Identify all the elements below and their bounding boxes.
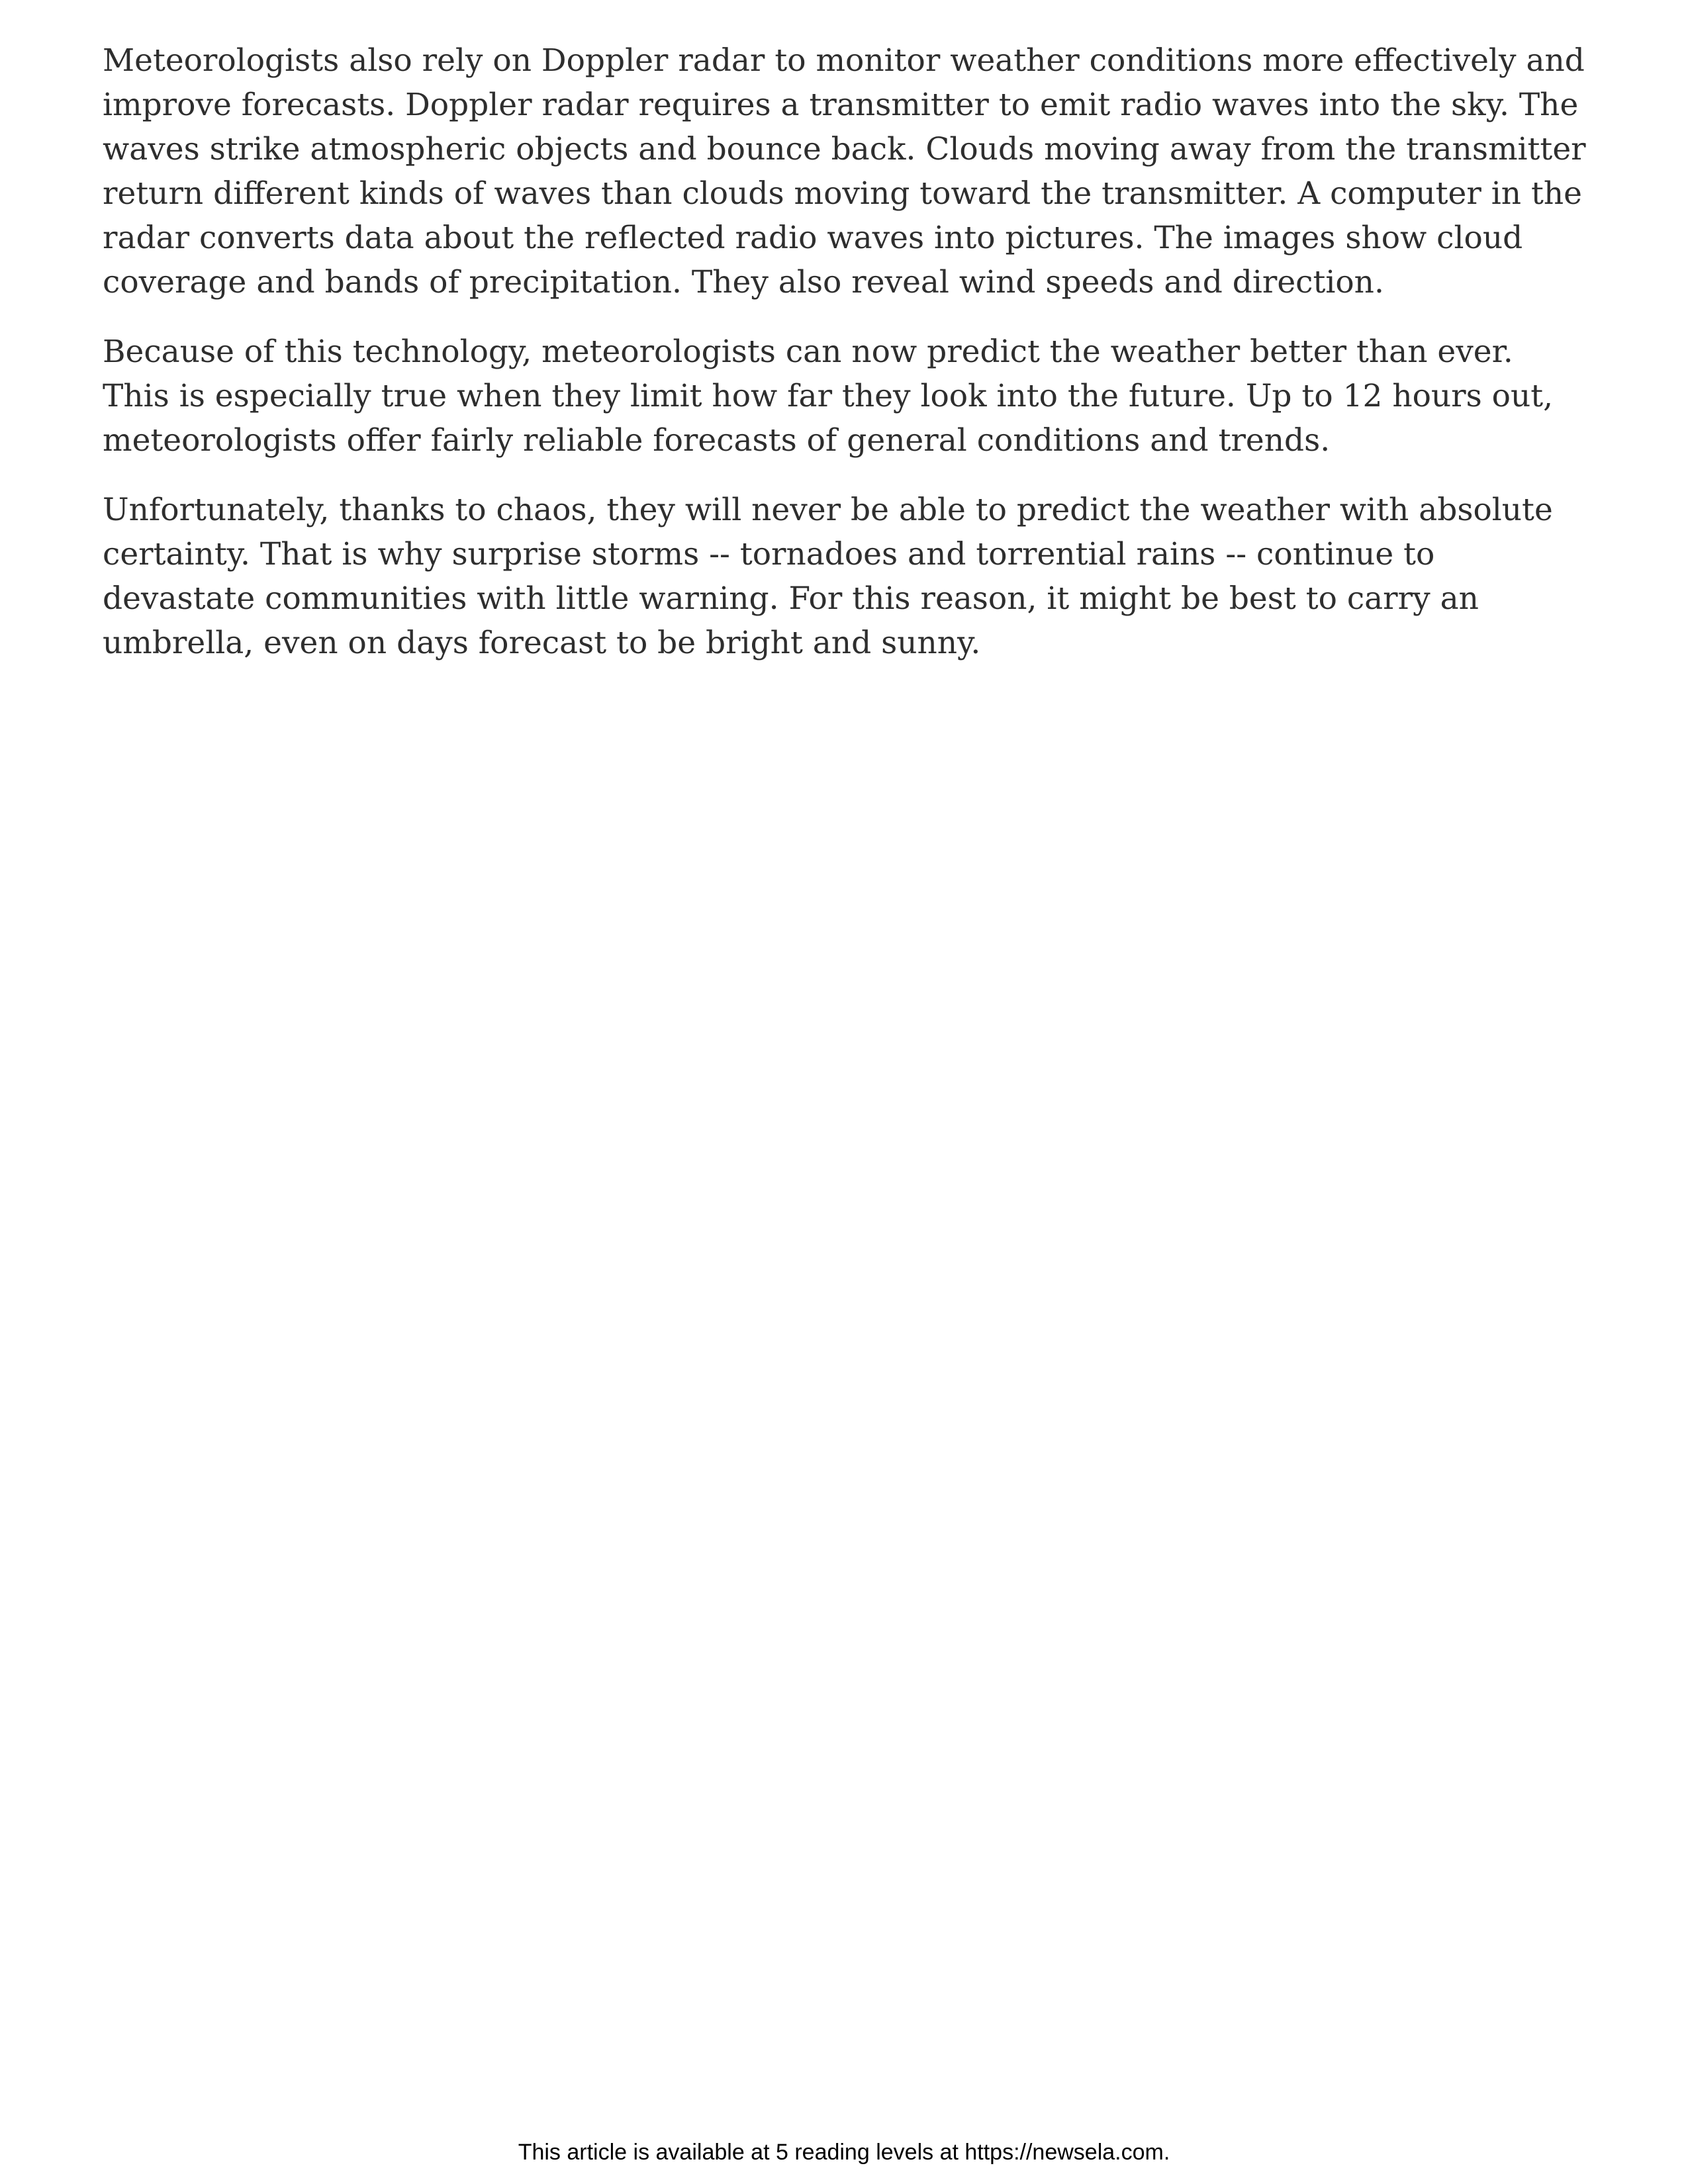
article-paragraph: Because of this technology, meteorologists can now predict the weather better than ever. This is especially true when they limit how far they look into the future. Up to 12 hours out, meteorologists offer fairly reliable forecasts of general conditions and trends. xyxy=(103,334,1554,459)
article-body xyxy=(103,38,1589,690)
page-footer: This article is available at 5 reading levels at https://newsela.com. xyxy=(518,2140,1170,2165)
article-paragraph: Unfortunately, thanks to chaos, they will never be able to predict the weather with absolute certainty. That is why surprise storms -- tornadoes and torrential rains -- continue to devastate communities with little warning. For this reason, it might be best to carry an umbrella, even on days forecast to be bright and sunny. xyxy=(103,492,1553,661)
article-paragraph: Meteorologists also rely on Doppler radar to monitor weather conditions more effectively and improve forecasts. Doppler radar requires a transmitter to emit radio waves into the sky. The waves strike atmospheric objects and bounce back. Clouds moving away from the transmitter return different kinds of waves than clouds moving toward the transmitter. A computer in the radar converts data about the reflected radio waves into pictures. The images show cloud coverage and bands of precipitation. They also reveal wind speeds and direction. xyxy=(103,42,1586,300)
